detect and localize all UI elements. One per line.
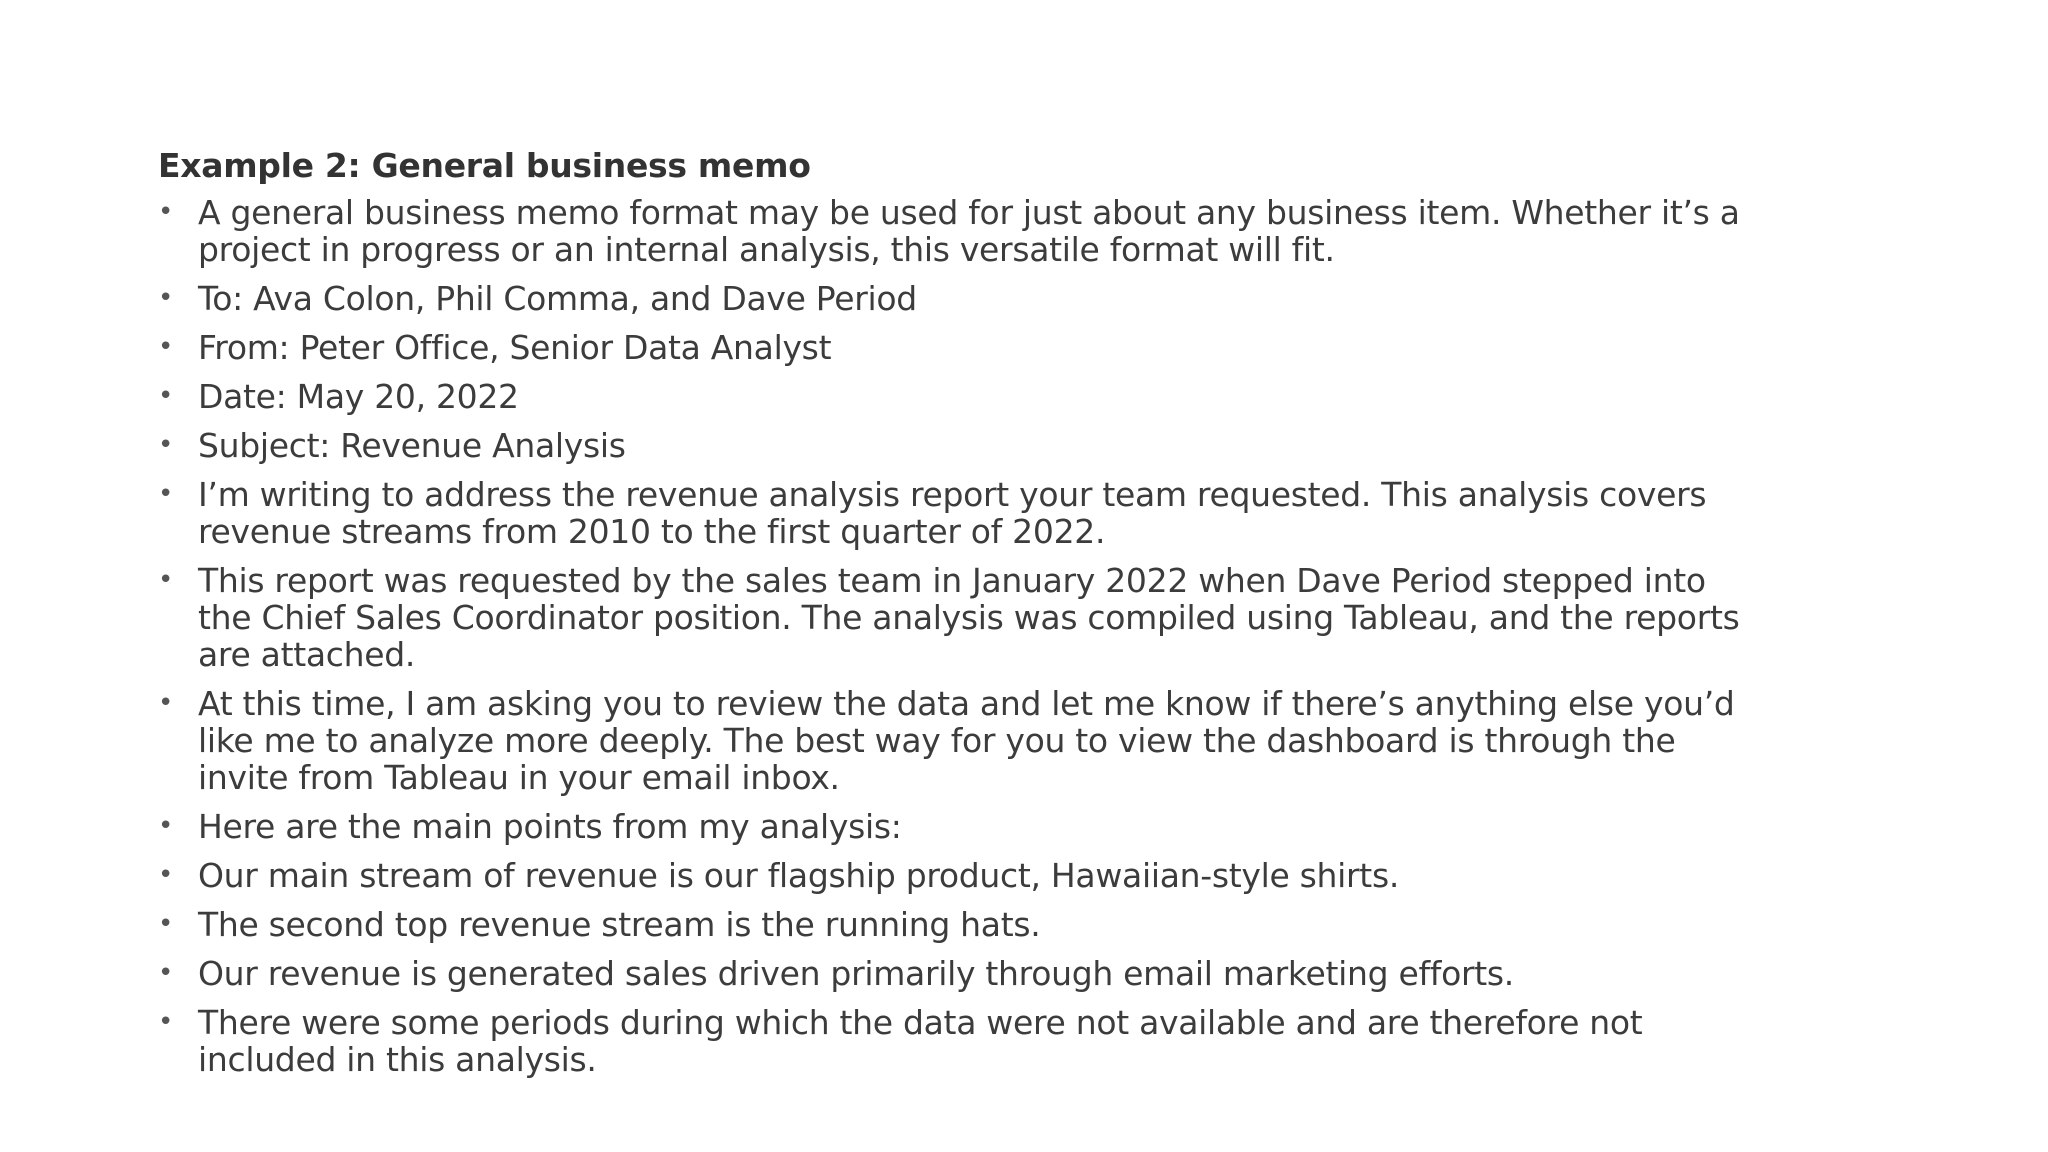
list-item-text: Date: May 20, 2022 bbox=[198, 377, 519, 416]
bullet-icon: • bbox=[158, 909, 174, 939]
list-item bbox=[158, 329, 1758, 366]
list-item bbox=[158, 194, 1758, 268]
list-item-text: From: Peter Office, Senior Data Analyst bbox=[198, 328, 832, 367]
bullet-icon: • bbox=[158, 565, 174, 595]
list-item-text: A general business memo format may be used for just about any business item. Whether it’s a project in progress or an internal analysis, this versatile format will fit. bbox=[198, 193, 1740, 269]
bullet-icon: • bbox=[158, 332, 174, 362]
list-item bbox=[158, 857, 1758, 894]
list-item bbox=[158, 1004, 1758, 1078]
bullet-icon: • bbox=[158, 197, 174, 227]
list-item bbox=[158, 476, 1758, 550]
bullet-icon: • bbox=[158, 430, 174, 460]
bullet-icon: • bbox=[158, 381, 174, 411]
list-item-text: The second top revenue stream is the running hats. bbox=[198, 905, 1041, 944]
bullet-icon: • bbox=[158, 1007, 174, 1037]
list-item-text: Our main stream of revenue is our flagship product, Hawaiian-style shirts. bbox=[198, 856, 1400, 895]
list-item bbox=[158, 562, 1758, 673]
memo-bullet-list bbox=[158, 194, 1758, 1078]
list-item-text: To: Ava Colon, Phil Comma, and Dave Period bbox=[198, 279, 917, 318]
memo-heading: Example 2: General business memo bbox=[158, 146, 811, 185]
bullet-icon: • bbox=[158, 958, 174, 988]
bullet-icon: • bbox=[158, 688, 174, 718]
list-item-text: At this time, I am asking you to review the data and let me know if there’s anything else you’d like me to analyze more deeply. The best way for you to view the dashboard is through the invite from Tableau in your email inbox. bbox=[198, 684, 1735, 797]
list-item-text: There were some periods during which the data were not available and are therefore not included in this analysis. bbox=[198, 1003, 1643, 1079]
list-item-text: This report was requested by the sales team in January 2022 when Dave Period stepped into the Chief Sales Coordinator position. The analysis was compiled using Tableau, and the reports are attached. bbox=[198, 561, 1740, 674]
list-item-text: I’m writing to address the revenue analysis report your team requested. This analysis covers revenue streams from 2010 to the first quarter of 2022. bbox=[198, 475, 1707, 551]
list-item bbox=[158, 427, 1758, 464]
bullet-icon: • bbox=[158, 283, 174, 313]
list-item bbox=[158, 378, 1758, 415]
list-item-text: Here are the main points from my analysis: bbox=[198, 807, 902, 846]
list-item bbox=[158, 808, 1758, 845]
list-item-text: Subject: Revenue Analysis bbox=[198, 426, 626, 465]
list-item bbox=[158, 280, 1758, 317]
bullet-icon: • bbox=[158, 479, 174, 509]
list-item bbox=[158, 685, 1758, 796]
memo-content bbox=[158, 144, 1758, 1090]
list-item bbox=[158, 955, 1758, 992]
list-item bbox=[158, 906, 1758, 943]
bullet-icon: • bbox=[158, 811, 174, 841]
list-item-text: Our revenue is generated sales driven primarily through email marketing efforts. bbox=[198, 954, 1514, 993]
bullet-icon: • bbox=[158, 860, 174, 890]
